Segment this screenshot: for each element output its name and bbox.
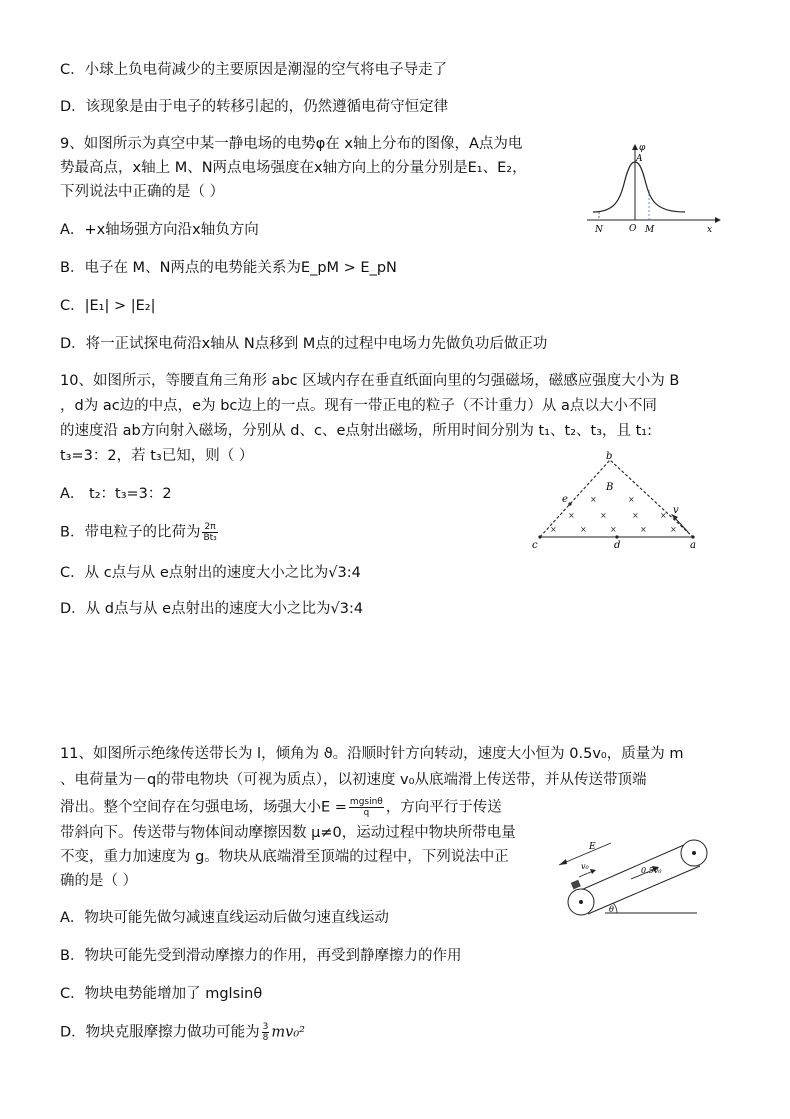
q9-label-o: O [629, 224, 637, 234]
q10-stem-line-3: 的速度沿 ab方向射入磁场，分别从 d、c、e点射出磁场，所用时间分别为 t₁、t₂、t₃，且 t₁: [60, 423, 652, 439]
q11-label-belt-speed: 0.5v₀ [641, 866, 662, 875]
q10-cross: × [590, 495, 597, 504]
q10-option-b-text: B．带电粒子的比荷为 [60, 524, 201, 541]
q11-label-theta: θ [609, 905, 614, 914]
q9-stem-line-2: 势最高点，x轴上 M、N两点电场强度在x轴方向上的分量分别是E₁、E₂， [60, 160, 527, 176]
q10-option-c: C．从 c点与从 e点射出的速度大小之比为√3:4 [60, 565, 361, 581]
q8-option-d: D．该现象是由于电子的转移引起的，仍然遵循电荷守恒定律 [60, 99, 449, 115]
q11-field-denominator: q [363, 808, 370, 818]
q9-label-n: N [595, 225, 603, 235]
q10-cross: × [610, 525, 617, 534]
q9-option-b: B．电子在 M、N两点的电势能关系为E_pM > E_pN [60, 260, 397, 276]
q11-field-fraction [349, 797, 384, 818]
q10-option-b-numerator: 2π [202, 522, 217, 533]
q9-option-a: A．+x轴场强方向沿x轴负方向 [60, 222, 259, 238]
q9-stem-line-1: 9、如图所示为真空中某一静电场的电势φ在 x轴上分布的图像，A点为电 [60, 136, 523, 152]
q10-cross: × [600, 511, 607, 520]
q9-label-phi: φ [639, 143, 646, 153]
q10-label-b: b [606, 451, 613, 462]
q11-stem-line-5: 不变，重力加速度为 g。物块从底端滑至顶端的过程中，下列说法中正 [60, 849, 509, 865]
q11-stem-line-4: 带斜向下。传送带与物体间动摩擦因数 μ≠0，运动过程中物块所带电量 [60, 825, 516, 841]
q9-stem-line-3: 下列说法中正确的是（ ） [60, 184, 225, 200]
q10-cross: × [632, 511, 639, 520]
q10-label-c: c [532, 540, 538, 551]
q11-option-d-numerator: 3 [262, 1022, 269, 1032]
q10-label-a: a [690, 540, 696, 551]
q11-label-v0: v₀ [581, 862, 589, 871]
q10-stem-line-1: 10、如图所示，等腰直角三角形 abc 区域内存在垂直纸面向里的匀强磁场，磁感应强度大小为 B [60, 373, 680, 389]
q10-cross: × [660, 511, 667, 520]
q10-label-field-b: B [606, 482, 614, 493]
q9-label-m: M [645, 225, 655, 235]
q10-cross: × [670, 525, 677, 534]
q11-stem-line-6: 确的是（ ） [60, 873, 138, 889]
q11-conveyor-figure [555, 833, 715, 921]
q11-stem-line-3-text: 滑出。整个空间存在匀强电场，场强大小E = [60, 799, 347, 816]
q10-cross: × [550, 525, 557, 534]
q11-option-d [60, 1022, 305, 1043]
q10-cross: × [568, 511, 575, 520]
q11-option-d-fraction [262, 1022, 270, 1043]
q9-label-a: A [636, 154, 643, 164]
q11-stem-line-1: 11、如图所示绝缘传送带长为 l，倾角为 ϑ。沿顺时针方向转动，速度大小恒为 0.5v₀，质量为 m [60, 746, 684, 762]
q10-option-a: A． t₂：t₃=3：2 [60, 486, 172, 502]
q10-triangle-figure [528, 450, 706, 552]
q10-cross: × [628, 495, 635, 504]
q10-label-e: e [562, 494, 568, 505]
q11-option-a: A．物块可能先做匀减速直线运动后做匀速直线运动 [60, 910, 389, 926]
q10-label-d: d [614, 540, 621, 551]
q11-option-c: C．物块电势能增加了 mglsinθ [60, 986, 263, 1002]
q11-option-d-expression: mv₀² [271, 1024, 305, 1041]
q11-field-numerator: mgsinθ [349, 797, 383, 807]
q10-option-b-denominator: Bt₃ [203, 533, 217, 543]
q9-option-d: D．将一正试探电荷沿x轴从 N点移到 M点的过程中电场力先做负功后做正功 [60, 336, 548, 352]
q11-option-d-text: D．物块克服摩擦力做功可能为 [60, 1024, 260, 1041]
q10-cross: × [580, 525, 587, 534]
q10-option-b [60, 522, 220, 543]
q11-option-d-denominator: 8 [262, 1033, 269, 1043]
q11-label-e: E [589, 842, 596, 852]
q11-stem-line-3 [60, 797, 502, 818]
q11-option-b: B．物块可能先受到滑动摩擦力的作用，再受到静摩擦力的作用 [60, 948, 462, 964]
q10-stem-line-2: ，d为 ac边的中点，e为 bc边上的一点。现有一带正电的粒子（不计重力）从 a点以大小不同 [60, 398, 657, 414]
q10-option-d: D．从 d点与从 e点射出的速度大小之比为√3:4 [60, 601, 364, 617]
q10-option-b-fraction [202, 522, 217, 543]
q8-option-c: C．小球上负电荷减少的主要原因是潮湿的空气将电子导走了 [60, 62, 448, 78]
q9-label-x: x [707, 225, 713, 235]
q9-option-c: C．|E₁| > |E₂| [60, 298, 156, 314]
q11-stem-line-2: 、电荷量为－q的带电物块（可视为质点），以初速度 v₀从底端滑上传送带，并从传送带顶端 [60, 772, 647, 788]
q10-cross: × [640, 525, 647, 534]
q10-stem-line-4: t₃=3：2，若 t₃已知，则（ ） [60, 448, 254, 464]
q9-potential-figure [585, 140, 725, 238]
q11-stem-line-3-tail: ，方向平行于传送 [385, 799, 502, 816]
q10-label-v: v [673, 505, 679, 516]
